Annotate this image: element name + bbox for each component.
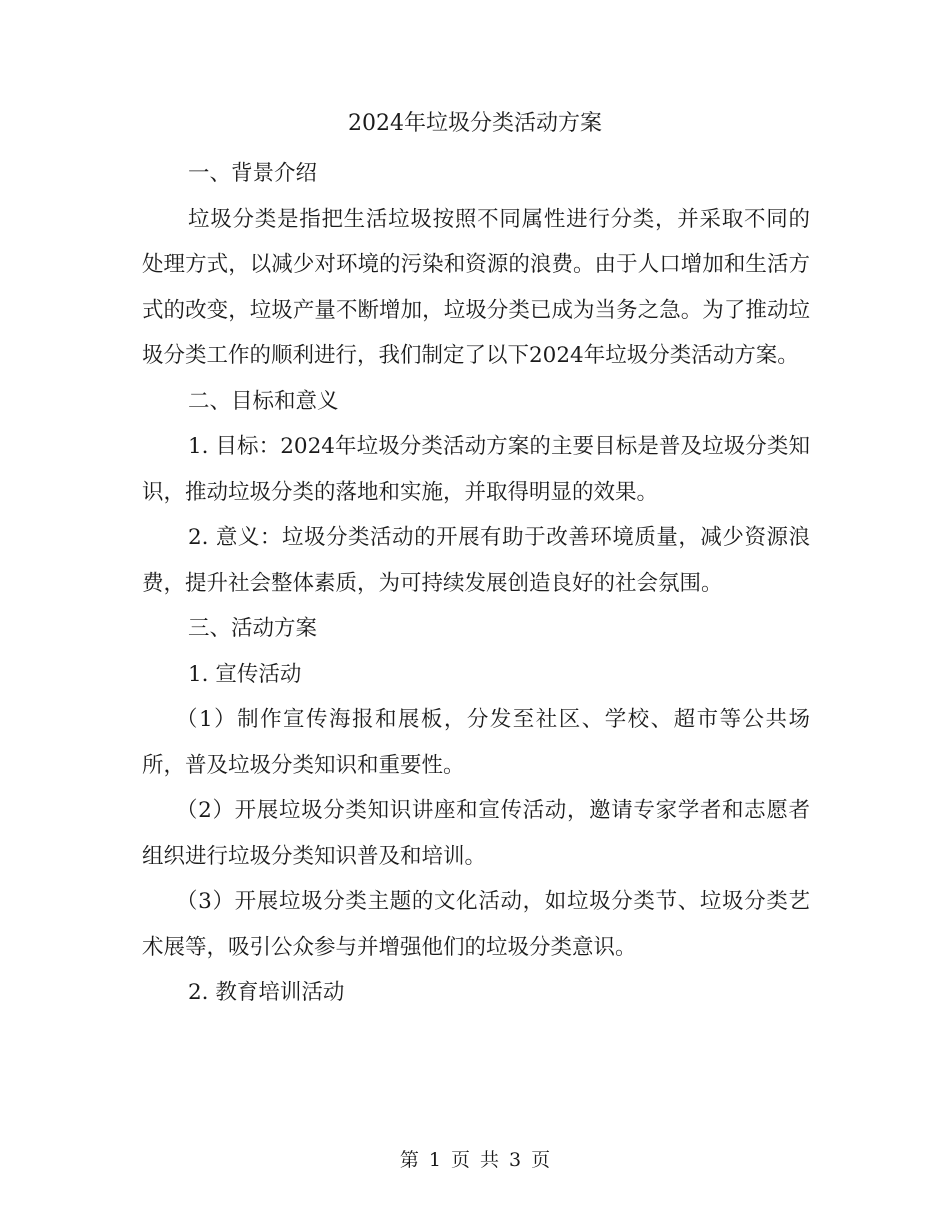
paragraph-significance: 2. 意义：垃圾分类活动的开展有助于改善环境质量，减少资源浪费，提升社会整体素质，为可持续发展创造良好的社会氛围。 [142,525,810,596]
document-title: 2024年垃圾分类活动方案 [348,111,602,136]
list-item-publicity-3: （3）开展垃圾分类主题的文化活动，如垃圾分类节、垃圾分类艺术展等，吸引公众参与并增强他们的垃圾分类意识。 [142,889,810,960]
section-heading-plan: 三、活动方案 [188,616,318,641]
list-item-publicity-1: （1）制作宣传海报和展板，分发至社区、学校、超市等公共场所，普及垃圾分类知识和重要性。 [142,707,810,778]
paragraph-goal: 1. 目标：2024年垃圾分类活动方案的主要目标是普及垃圾分类知识，推动垃圾分类的落地和实施，并取得明显的效果。 [142,434,810,505]
document-body [142,151,810,1016]
paragraph-background: 垃圾分类是指把生活垃圾按照不同属性进行分类，并采取不同的处理方式，以减少对环境的污染和资源的浪费。由于人口增加和生活方式的改变，垃圾产量不断增加，垃圾分类已成为当务之急。为了推动垃圾分类工作的顺利进行，我们制定了以下2024年垃圾分类活动方案。 [142,206,810,368]
section-heading-goals: 二、目标和意义 [188,388,339,414]
page-number-footer: 第 1 页 共 3 页 [399,1149,551,1171]
subheading-publicity: 1. 宣传活动 [188,661,302,687]
list-item-publicity-2: （2）开展垃圾分类知识讲座和宣传活动，邀请专家学者和志愿者组织进行垃圾分类知识普及和培训。 [142,798,810,869]
subheading-education: 2. 教育培训活动 [188,980,345,1005]
section-heading-background: 一、背景介绍 [188,161,318,186]
